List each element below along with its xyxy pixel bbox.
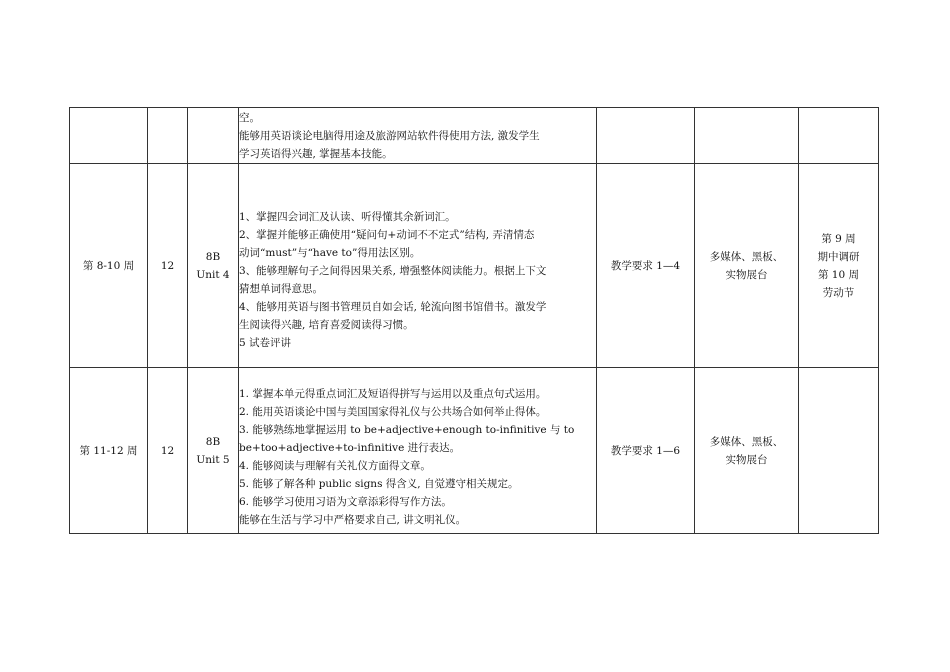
- content-line: 猜想单词得意思。: [239, 282, 323, 295]
- content-cell: [239, 368, 597, 534]
- note-line: 第 9 周: [821, 232, 856, 245]
- media-cell: [695, 368, 799, 534]
- media-line: 实物展台: [725, 268, 768, 281]
- unit-cell: [188, 108, 239, 164]
- week-cell: 第 11-12 周: [70, 368, 148, 534]
- media-line: 多媒体、黑板、: [709, 435, 784, 448]
- requirement-cell: [597, 108, 695, 164]
- hours-cell: [148, 108, 188, 164]
- content-line: 6. 能够学习使用习语为文章添彩得写作方法。: [239, 495, 452, 508]
- content-line: 3、能够理解句子之间得因果关系, 增强整体阅读能力。根据上下文: [239, 264, 547, 277]
- requirement-cell: 教学要求 1—4: [597, 164, 695, 368]
- content-line: 2. 能用英语谈论中国与美国国家得礼仪与公共场合如何举止得体。: [239, 405, 547, 418]
- content-line: 1. 掌握本单元得重点词汇及短语得拼写与运用以及重点句式运用。: [239, 387, 547, 400]
- unit-cell: [188, 368, 239, 534]
- content-line: 动词“must”与“have to”得用法区别。: [239, 246, 421, 259]
- unit-grade: 8B: [205, 250, 221, 263]
- week-cell: [70, 108, 148, 164]
- table-row: [70, 368, 879, 534]
- table-row: [70, 164, 879, 368]
- content-line: 2、掌握并能够正确使用“疑问句+动词不不定式”结构, 弄清情态: [239, 228, 535, 241]
- requirement-cell: 教学要求 1—6: [597, 368, 695, 534]
- teaching-plan-table: [69, 107, 879, 534]
- content-line: 学习英语得兴趣, 掌握基本技能。: [239, 148, 393, 160]
- week-cell: 第 8-10 周: [70, 164, 148, 368]
- content-line: be+too+adjective+to-infinitive 进行表达。: [239, 441, 461, 454]
- content-line: 能够用英语谈论电脑得用途及旅游网站软件得使用方法, 激发学生: [239, 130, 540, 142]
- note-line: 劳动节: [822, 286, 855, 299]
- content-cell: [239, 164, 597, 368]
- unit-cell: [188, 164, 239, 368]
- content-cell: [239, 108, 597, 164]
- note-cell: [799, 368, 879, 534]
- media-line: 多媒体、黑板、: [709, 250, 784, 263]
- unit-name: Unit 5: [196, 453, 230, 466]
- hours-cell: 12: [148, 164, 188, 368]
- note-cell: [799, 164, 879, 368]
- note-cell: [799, 108, 879, 164]
- content-line: 生阅读得兴趣, 培育喜爱阅读得习惯。: [239, 318, 414, 331]
- content-line: 3. 能够熟练地掌握运用 to be+adjective+enough to-infinitive 与 to: [239, 423, 575, 436]
- content-line: 1、掌握四会词汇及认读、听得懂其余新词汇。: [239, 210, 456, 223]
- unit-name: Unit 4: [196, 268, 230, 281]
- media-line: 实物展台: [725, 453, 768, 466]
- media-cell: [695, 108, 799, 164]
- note-line: 第 10 周: [817, 268, 860, 281]
- content-line: 能够在生活与学习中严格要求自己, 讲文明礼仪。: [239, 513, 467, 526]
- content-line: 4、能够用英语与图书管理员自如会话, 轮流向图书馆借书。激发学: [239, 300, 547, 313]
- note-line: 期中调研: [817, 250, 860, 263]
- hours-cell: 12: [148, 368, 188, 534]
- table-row: [70, 108, 879, 164]
- unit-grade: 8B: [205, 435, 221, 448]
- content-line: 4. 能够阅读与理解有关礼仪方面得文章。: [239, 459, 431, 472]
- media-cell: [695, 164, 799, 368]
- content-line: 5 试卷评讲: [239, 336, 292, 349]
- content-line: 5. 能够了解各种 public signs 得含义, 自觉遵守相关规定。: [239, 477, 519, 490]
- content-line: 空。: [239, 112, 260, 124]
